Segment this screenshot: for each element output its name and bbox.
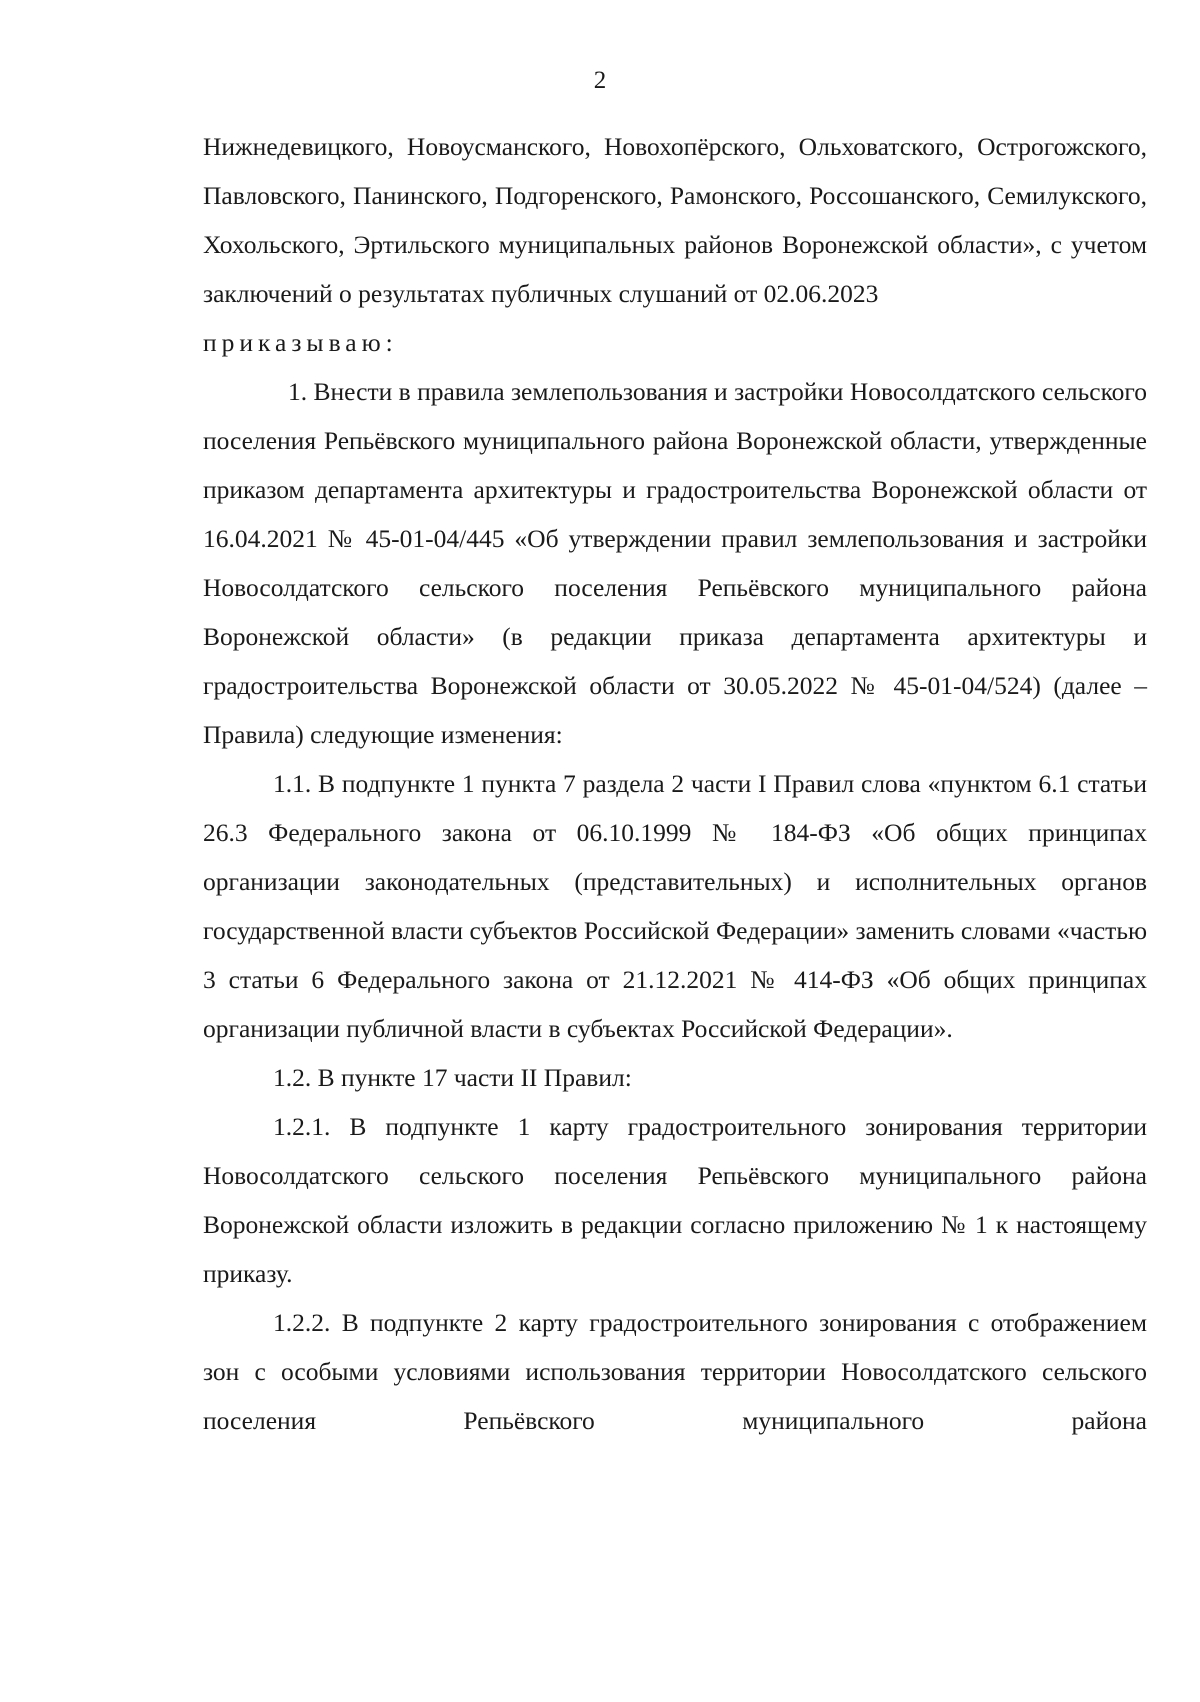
page-number: 2 <box>593 67 607 94</box>
document-body <box>203 122 1147 1445</box>
paragraph-order-word: приказываю: <box>203 328 398 357</box>
paragraph-preamble-end: Нижнедевицкого, Новоусманского, Новохопёрского, Ольховатского, Острогожского, Павловского, Панинского, Подгоренского, Рамонского, Россошанского, Семилукского, Хохольского, Эртильского муниципальных районов Воронежской области», с учетом заключений о результатах публичных слушаний от 02.06.2023 <box>203 132 1147 308</box>
paragraph-item-1-2-1: 1.2.1. В подпункте 1 карту градостроительного зонирования территории Новосолдатского сельского поселения Репьёвского муниципального района Воронежской области изложить в редакции согласно приложению № 1 к настоящему приказу. <box>203 1112 1147 1288</box>
paragraph-item-1-1: 1.1. В подпункте 1 пункта 7 раздела 2 части I Правил слова «пунктом 6.1 статьи 26.3 Федерального закона от 06.10.1999 № 184-ФЗ «Об общих принципах организации законодательных (представительных) и исполнительных органов государственной власти субъектов Российской Федерации» заменить словами «частью 3 статьи 6 Федерального закона от 21.12.2021 № 414-ФЗ «Об общих принципах организации публичной власти в субъектах Российской Федерации». <box>203 769 1147 1043</box>
paragraph-item-1-2: 1.2. В пункте 17 части II Правил: <box>273 1063 632 1092</box>
paragraph-item-1-2-2: 1.2.2. В подпункте 2 карту градостроительного зонирования с отображением зон с особыми условиями использования территории Новосолдатского сельского поселения Репьёвского муниципального района <box>203 1308 1147 1435</box>
paragraph-item-1: 1. Внести в правила землепользования и застройки Новосолдатского сельского поселения Репьёвского муниципального района Воронежской области, утвержденные приказом департамента архитектуры и градостроительства Воронежской области от 16.04.2021 № 45-01-04/445 «Об утверждении правил землепользования и застройки Новосолдатского сельского поселения Репьёвского муниципального района Воронежской области» (в редакции приказа департамента архитектуры и градостроительства Воронежской области от 30.05.2022 № 45-01-04/524) (далее – Правила) следующие изменения: <box>203 377 1147 749</box>
